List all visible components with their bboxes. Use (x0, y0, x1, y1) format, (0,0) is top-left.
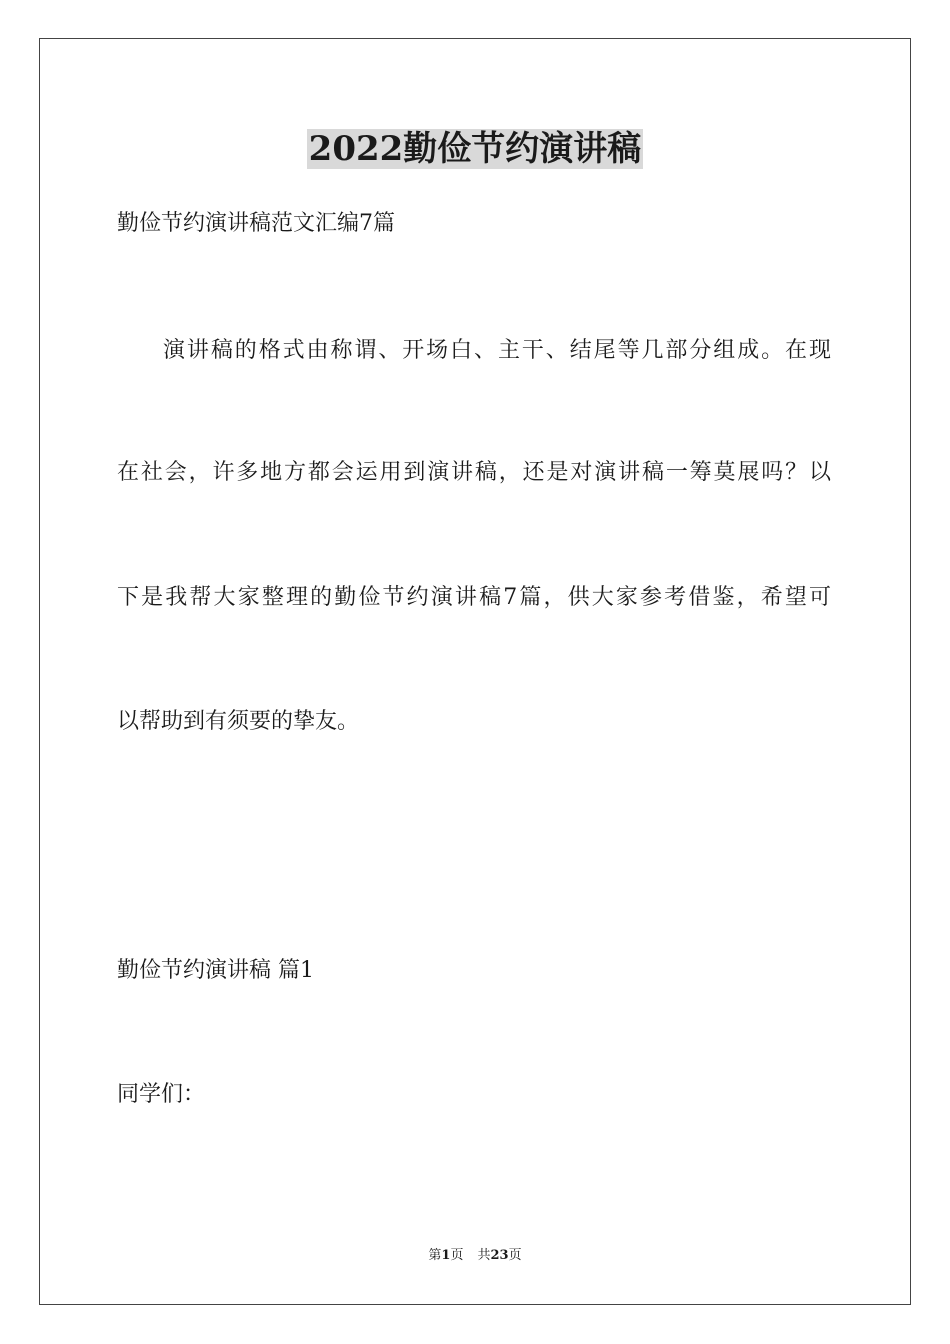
salutation: 同学们： (117, 1082, 206, 1107)
intro-line-1: 演讲稿的格式由称谓、开场白、主干、结尾等几部分组成。在现 (163, 338, 831, 363)
total-suffix: 页 (508, 1248, 522, 1263)
page-prefix: 第 (428, 1248, 442, 1263)
total-pages: 23 (490, 1248, 509, 1263)
section-heading: 勤俭节约演讲稿 篇1 (117, 958, 314, 983)
document-title-text: 2022勤俭节约演讲稿 (308, 129, 642, 169)
page-number: 1 (441, 1248, 451, 1263)
intro-line-2: 在社会，许多地方都会运用到演讲稿，还是对演讲稿一筹莫展吗？以 (117, 460, 831, 485)
document-title (0, 125, 950, 173)
total-prefix: 共 (477, 1248, 491, 1263)
page-suffix: 页 (450, 1248, 464, 1263)
page-footer (0, 1247, 950, 1265)
document-subtitle: 勤俭节约演讲稿范文汇编7篇 (117, 211, 395, 236)
intro-line-4: 以帮助到有须要的挚友。 (117, 709, 360, 734)
intro-line-3: 下是我帮大家整理的勤俭节约演讲稿7篇，供大家参考借鉴，希望可 (117, 585, 831, 610)
